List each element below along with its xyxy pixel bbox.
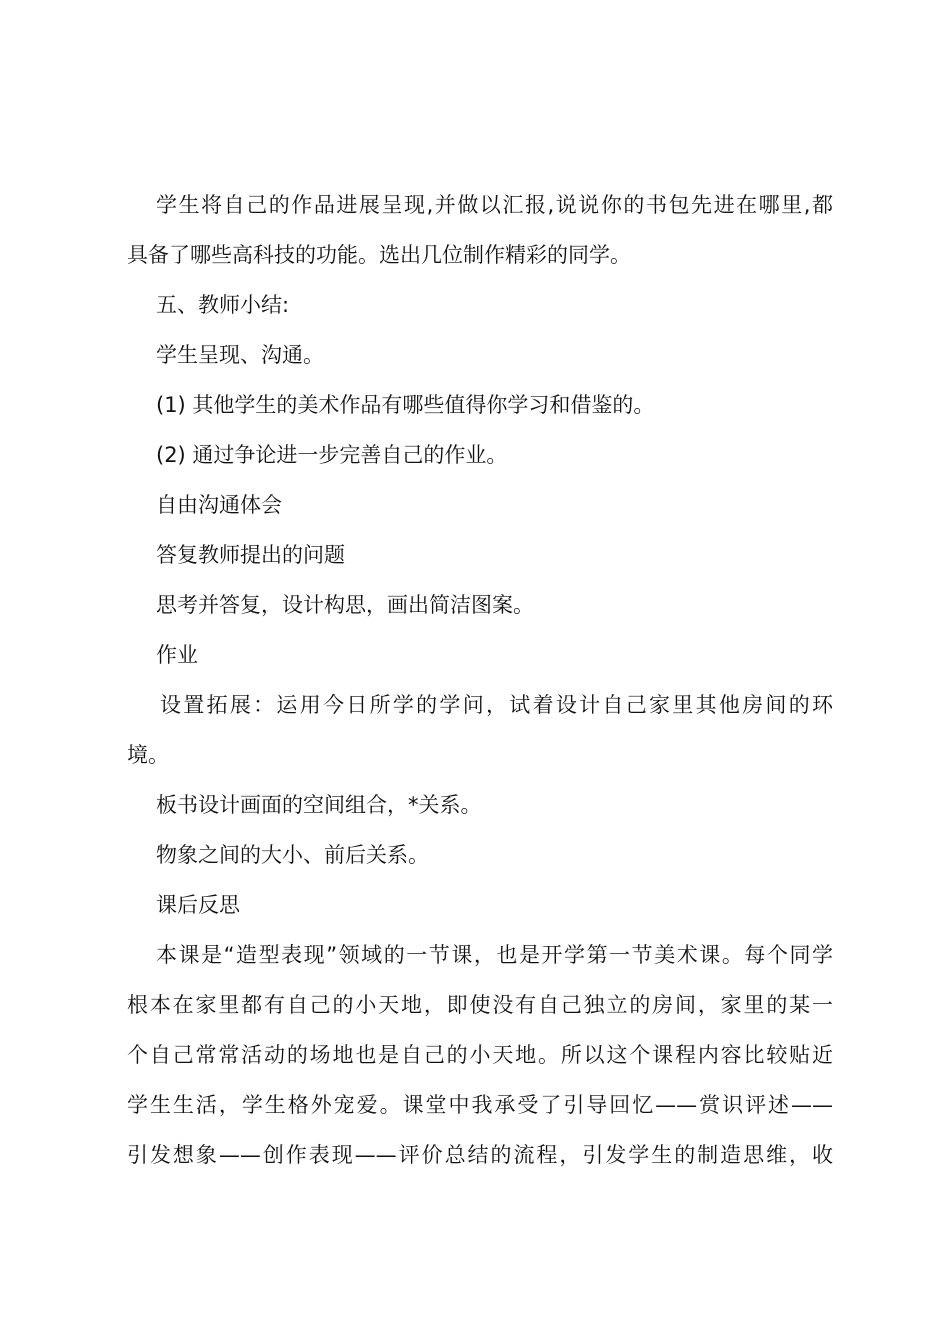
- paragraph-line: 引发想象——创作表现——评价总结的流程，引发学生的制造思维，收: [127, 1143, 833, 1167]
- paragraph-line: 本课是“造型表现”领域的一节课，也是开学第一节美术课。每个同学: [156, 943, 833, 967]
- paragraph-line: 板书设计画面的空间组合，*关系。: [156, 793, 482, 817]
- document-body: [127, 180, 833, 1180]
- section-heading: 五、教师小结:: [156, 293, 290, 317]
- paragraph-line: 学生呈现、沟通。: [156, 343, 324, 367]
- paragraph-line: 物象之间的大小、前后关系。: [156, 843, 429, 867]
- paragraph-line: 境。: [127, 743, 169, 767]
- paragraph-line: 自由沟通体会: [156, 493, 282, 517]
- paragraph-line: 具备了哪些高科技的功能。选出几位制作精彩的同学。: [127, 243, 631, 267]
- paragraph-line: 学生生活，学生格外宠爱。课堂中我承受了引导回忆——赏识评述——: [127, 1093, 833, 1117]
- section-heading: 课后反思: [156, 893, 240, 917]
- list-item: (1) 其他学生的美术作品有哪些值得你学习和借鉴的。: [156, 393, 655, 417]
- section-heading: 作业: [156, 643, 198, 667]
- paragraph-line: 思考并答复，设计构思，画出简洁图案。: [156, 593, 534, 617]
- paragraph-line: 个自己常常活动的场地也是自己的小天地。所以这个课程内容比较贴近: [127, 1043, 833, 1067]
- list-item: (2) 通过争论进一步完善自己的作业。: [156, 443, 508, 467]
- paragraph-line: 根本在家里都有自己的小天地，即使没有自己独立的房间，家里的某一: [127, 993, 833, 1017]
- paragraph-line: 学生将自己的作品进展呈现,并做以汇报,说说你的书包先进在哪里,都: [156, 193, 833, 217]
- paragraph-line: 设置拓展：运用今日所学的学问，试着设计自己家里其他房间的环: [160, 693, 833, 717]
- paragraph-line: 答复教师提出的问题: [156, 543, 345, 567]
